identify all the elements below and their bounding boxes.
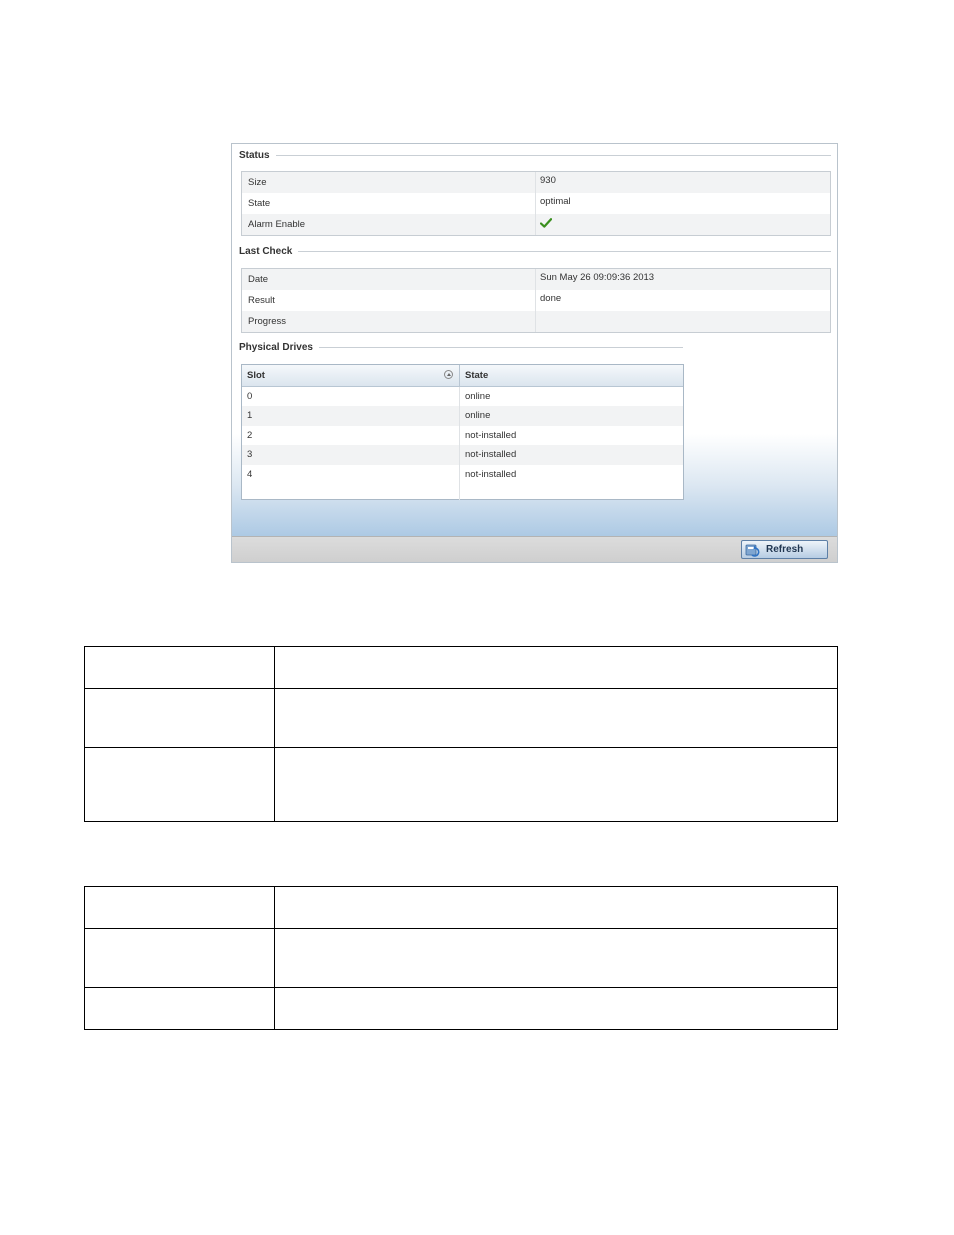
status-row-alarm-enable xyxy=(242,214,830,235)
doc-table-row xyxy=(85,887,838,929)
result-value: done xyxy=(540,293,562,304)
state-label: State xyxy=(242,193,536,214)
section-divider xyxy=(298,251,831,252)
section-divider xyxy=(319,347,683,348)
drives-table-body xyxy=(242,387,683,500)
drive-slot: 4 xyxy=(247,468,253,480)
drive-state: not-installed xyxy=(465,449,517,461)
last-check-row-progress xyxy=(242,311,830,332)
column-header-state-label: State xyxy=(465,370,489,381)
refresh-button[interactable] xyxy=(741,540,828,559)
doc-table-cell xyxy=(275,988,838,1030)
doc-table-cell xyxy=(85,748,275,822)
last-check-table xyxy=(241,268,831,333)
section-divider xyxy=(276,155,831,156)
doc-table-row xyxy=(85,647,838,689)
status-title-text: Status xyxy=(239,150,270,161)
doc-table-cell xyxy=(275,647,838,689)
check-icon xyxy=(540,218,552,228)
last-check-section-title xyxy=(239,246,831,257)
date-value: Sun May 26 09:09:36 2013 xyxy=(540,272,655,283)
table-row[interactable] xyxy=(242,445,683,464)
physical-drives-table xyxy=(241,364,684,500)
drive-state: not-installed xyxy=(465,468,517,480)
doc-table-2 xyxy=(84,886,838,1030)
size-label: Size xyxy=(242,172,536,193)
doc-table-cell xyxy=(275,748,838,822)
drive-state: not-installed xyxy=(465,429,517,441)
table-row[interactable] xyxy=(242,426,683,445)
doc-table-cell xyxy=(85,929,275,988)
doc-table-row xyxy=(85,748,838,822)
last-check-row-date xyxy=(242,269,830,290)
result-label: Result xyxy=(242,290,536,311)
drive-slot: 3 xyxy=(247,449,253,461)
alarm-enable-value xyxy=(536,214,830,235)
doc-table-row xyxy=(85,988,838,1030)
doc-table-row xyxy=(85,929,838,988)
table-row[interactable] xyxy=(242,465,683,484)
alarm-enable-label: Alarm Enable xyxy=(242,214,536,235)
column-header-slot[interactable] xyxy=(242,365,460,386)
doc-table-cell xyxy=(85,887,275,929)
last-check-row-result xyxy=(242,290,830,311)
refresh-icon xyxy=(745,543,761,557)
status-row-state xyxy=(242,193,830,214)
drives-table-header xyxy=(242,365,683,387)
drive-slot: 2 xyxy=(247,429,253,441)
column-header-slot-label: Slot xyxy=(247,370,265,381)
doc-table-1 xyxy=(84,646,838,822)
table-row[interactable] xyxy=(242,406,683,425)
drive-slot: 1 xyxy=(247,410,253,422)
doc-table-cell xyxy=(85,988,275,1030)
doc-table-cell xyxy=(85,689,275,748)
physical-drives-title-text: Physical Drives xyxy=(239,342,313,353)
drive-state: online xyxy=(465,391,491,402)
column-header-state[interactable] xyxy=(460,365,683,386)
doc-table-cell xyxy=(275,689,838,748)
doc-table-cell xyxy=(275,929,838,988)
status-section-title xyxy=(239,150,831,161)
status-table xyxy=(241,171,831,236)
progress-label: Progress xyxy=(242,311,536,332)
doc-table-row xyxy=(85,689,838,748)
state-value: optimal xyxy=(540,196,571,207)
raid-status-panel xyxy=(231,143,838,563)
panel-footer xyxy=(232,536,837,562)
drive-slot: 0 xyxy=(247,391,253,402)
progress-value xyxy=(536,311,830,332)
doc-table-cell xyxy=(85,647,275,689)
refresh-button-label: Refresh xyxy=(766,544,804,555)
status-row-size xyxy=(242,172,830,193)
drive-state: online xyxy=(465,410,491,422)
table-row[interactable] xyxy=(242,387,683,406)
size-value: 930 xyxy=(540,175,556,186)
doc-table-cell xyxy=(275,887,838,929)
sort-ascending-icon[interactable] xyxy=(444,370,453,379)
last-check-title-text: Last Check xyxy=(239,246,293,257)
date-label: Date xyxy=(242,269,536,290)
physical-drives-section-title xyxy=(239,342,683,353)
